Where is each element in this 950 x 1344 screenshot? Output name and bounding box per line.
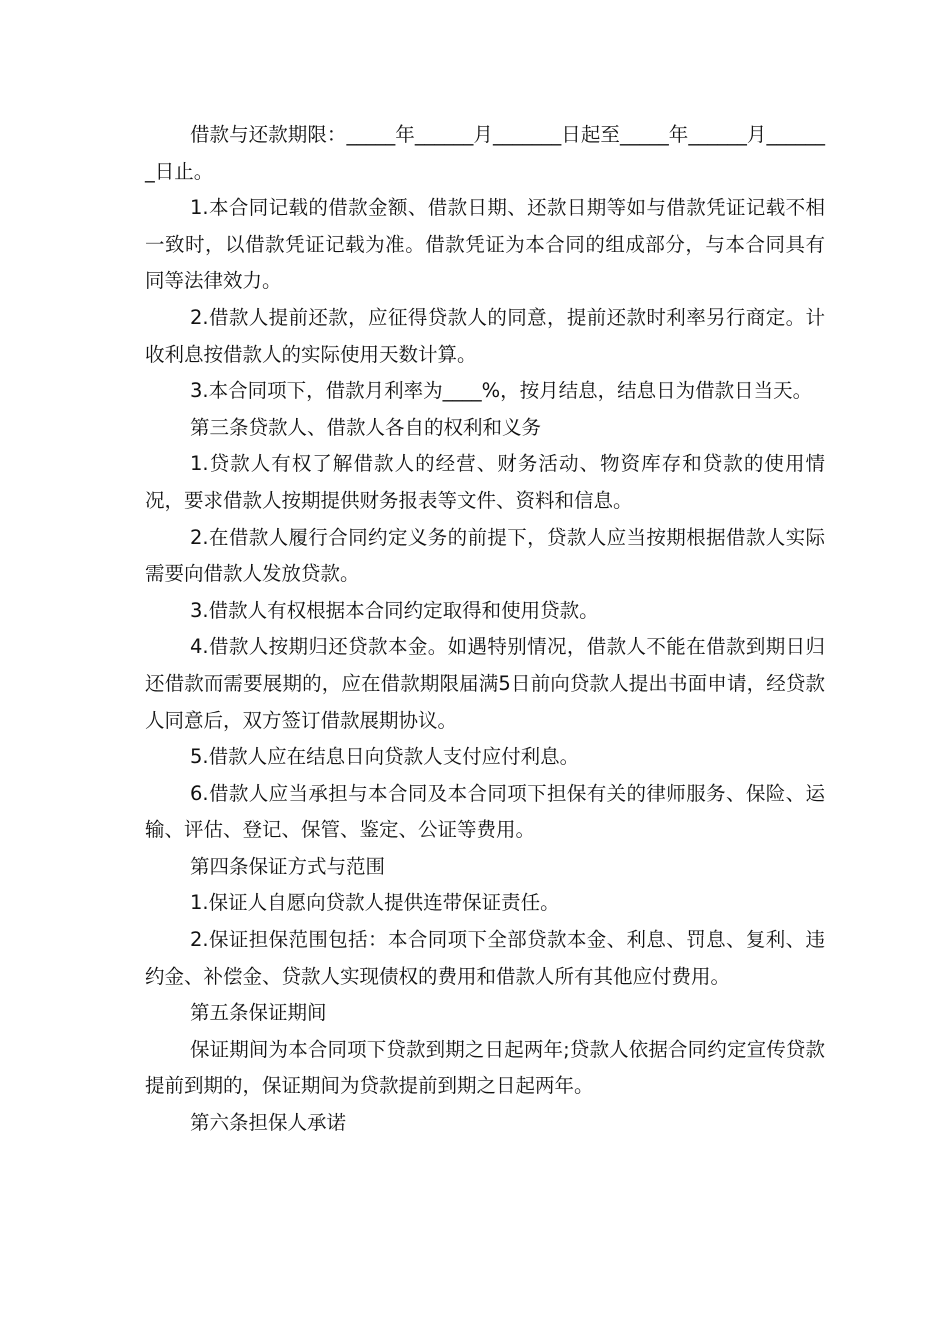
clause-paragraph: 保证期间为本合同项下贷款到期之日起两年;贷款人依据合同约定宣传贷款提前到期的，保证期间为贷款提前到期之日起两年。 — [145, 1037, 825, 1098]
clause-paragraph: 1.保证人自愿向贷款人提供连带保证责任。 — [190, 891, 560, 915]
loan-term-paragraph: 借款与还款期限：_____年______月_______日起至_____年______月_______日止。 — [145, 123, 825, 183]
section-heading: 第五条保证期间 — [190, 1001, 327, 1025]
clause-paragraph: 4.借款人按期归还贷款本金。如遇特别情况，借款人不能在借款到期日归还借款而需要展期的，应在借款期限届满5日前向贷款人提出书面申请，经贷款人同意后，双方签订借款展期协议。 — [145, 635, 825, 732]
section-heading: 第三条贷款人、借款人各自的权利和义务 — [190, 415, 542, 439]
clause-paragraph: 1.本合同记载的借款金额、借款日期、还款日期等如与借款凭证记载不相一致时，以借款凭证记载为准。借款凭证为本合同的组成部分，与本合同具有同等法律效力。 — [145, 196, 825, 293]
clause-paragraph: 2.保证担保范围包括：本合同项下全部贷款本金、利息、罚息、复利、违约金、补偿金、贷款人实现债权的费用和借款人所有其他应付费用。 — [145, 928, 825, 988]
clause-paragraph: 6.借款人应当承担与本合同及本合同项下担保有关的律师服务、保险、运输、评估、登记、保管、鉴定、公证等费用。 — [145, 781, 825, 842]
section-heading: 第六条担保人承诺 — [190, 1111, 347, 1135]
clause-paragraph: 1.贷款人有权了解借款人的经营、财务活动、物资库存和贷款的使用情况，要求借款人按期提供财务报表等文件、资料和信息。 — [145, 452, 825, 512]
clause-paragraph: 2.借款人提前还款，应征得贷款人的同意，提前还款时利率另行商定。计收利息按借款人的实际使用天数计算。 — [145, 305, 825, 366]
document-page — [145, 117, 825, 1142]
interest-rate-paragraph: 3.本合同项下，借款月利率为____%，按月结息，结息日为借款日当天。 — [190, 379, 813, 403]
clause-paragraph: 3.借款人有权根据本合同约定取得和使用贷款。 — [190, 598, 599, 622]
section-heading: 第四条保证方式与范围 — [190, 854, 386, 878]
clause-paragraph: 2.在借款人履行合同约定义务的前提下，贷款人应当按期根据借款人实际需要向借款人发放贷款。 — [145, 525, 825, 586]
clause-paragraph: 5.借款人应在结息日向贷款人支付应付利息。 — [190, 745, 580, 769]
